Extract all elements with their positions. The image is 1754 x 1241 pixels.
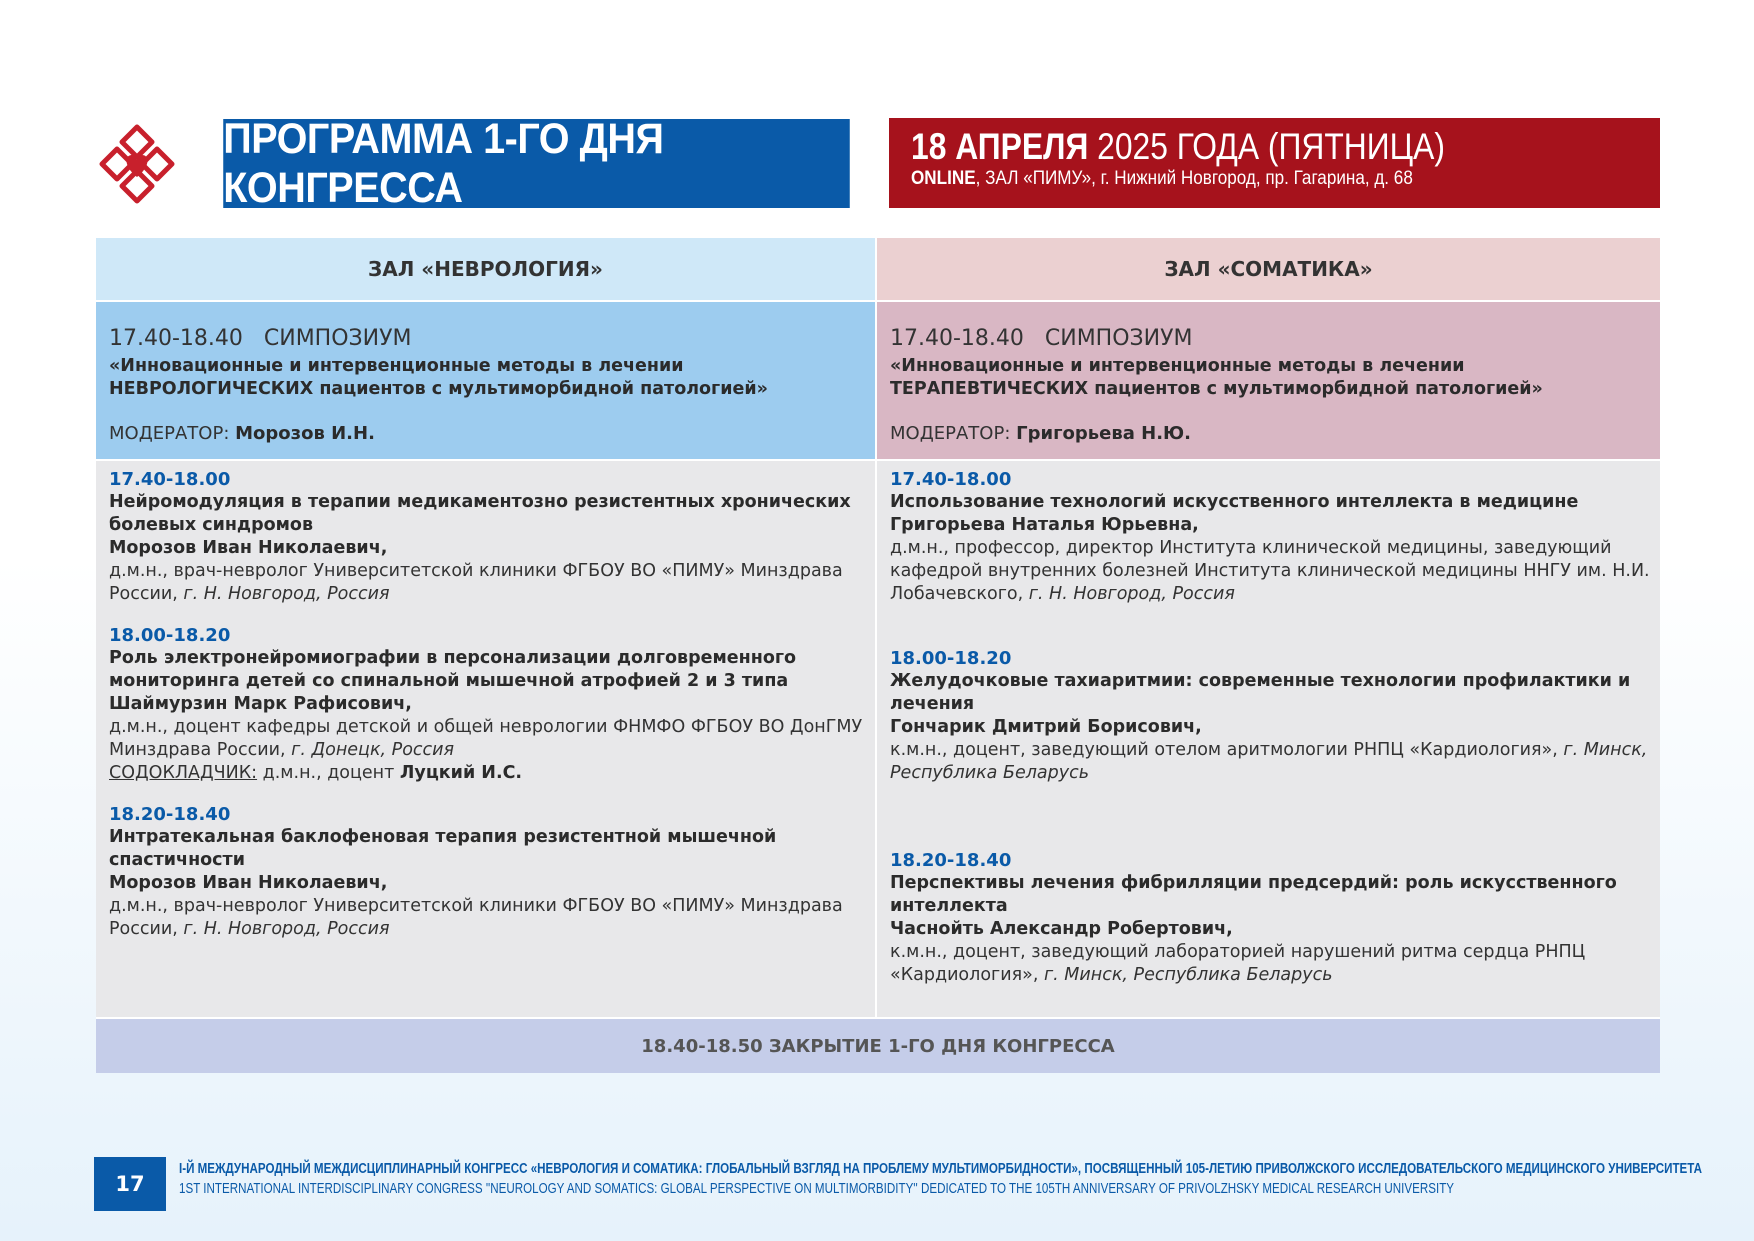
talk-description: к.м.н., доцент, заведующий отелом аритмологии РНПЦ «Кардиология», г. Минск, Республика Беларусь [890, 740, 1648, 783]
talks-neurology [96, 461, 877, 1019]
talk-time: 18.20-18.40 [109, 804, 231, 825]
hall-name-somatics: ЗАЛ «СОМАТИКА» [877, 238, 1660, 302]
hall-name-neurology: ЗАЛ «НЕВРОЛОГИЯ» [96, 238, 877, 302]
talk-item [890, 849, 1652, 987]
talk-time: 18.00-18.20 [890, 648, 1012, 669]
talk-title: Перспективы лечения фибрилляции предсердий: роль искусственного интеллекта [890, 873, 1617, 916]
event-date: 18 АПРЕЛЯ 2025 ГОДА (ПЯТНИЦА) [911, 126, 1445, 167]
symposium-neurology [96, 302, 877, 461]
talk-description: д.м.н., доцент кафедры детской и общей неврологии ФНМФО ФГБОУ ВО ДонГМУ Минздрава России, г. Донецк, Россия [109, 717, 863, 760]
talk-item [109, 468, 867, 606]
event-venue: ONLINE, ЗАЛ «ПИМУ», г. Нижний Новгород, пр. Гагарина, д. 68 [911, 168, 1413, 189]
talk-speaker: Гончарик Дмитрий Борисович, [890, 717, 1202, 737]
talk-description: к.м.н., доцент, заведующий лабораторией нарушений ритма сердца РНПЦ «Кардиология», г. Минск, Республика Беларусь [890, 942, 1586, 985]
talk-time: 18.20-18.40 [890, 850, 1012, 871]
page-number: 17 [94, 1157, 166, 1211]
date-banner [889, 118, 1660, 208]
talk-speaker: Морозов Иван Николаевич, [109, 873, 388, 893]
talks-somatics [877, 461, 1660, 1019]
talk-description: д.м.н., врач-невролог Университетской клиники ФГБОУ ВО «ПИМУ» Минздрава России, г. Н. Новгород, Россия [109, 561, 843, 604]
talk-item [890, 468, 1652, 606]
talk-item [890, 647, 1652, 785]
talk-speaker: Шаймурзин Марк Рафисович, [109, 694, 412, 714]
program-table [96, 238, 1660, 1073]
symposium-time: 17.40-18.40 СИМПОЗИУМ [890, 326, 1193, 351]
talk-title: Роль электронейромиографии в персонализации долговременного мониторинга детей со спинальной мышечной атрофией 2 и 3 типа [109, 648, 797, 691]
talk-title: Желудочковые тахиаритмии: современные технологии профилактики и лечения [890, 671, 1631, 714]
congress-logo [94, 119, 180, 209]
talk-title: Интратекальная баклофеновая терапия резистентной мышечной спастичности [109, 827, 777, 870]
footer-en: 1ST INTERNATIONAL INTERDISCIPLINARY CONGRESS ''NEUROLOGY AND SOMATICS: GLOBAL PERSPECTIVE ON MULTIMORBIDITY'' DEDICATED TO THE 105TH ANNIVERSARY OF PRIVOLZHSKY MEDICAL RESEARCH UNIVERSITY [179, 1181, 1455, 1197]
talk-description: д.м.н., профессор, директор Института клинической медицины, заведующий кафедрой внутренних болезней Института клинической медицины ННГУ им. Н.И. Лобачевского, г. Н. Новгород, Россия [890, 538, 1650, 604]
footer [179, 1159, 1702, 1199]
talk-speaker: Морозов Иван Николаевич, [109, 538, 388, 558]
talk-speaker: Часнойть Александр Робертович, [890, 919, 1233, 939]
talk-item [109, 803, 867, 941]
talk-time: 17.40-18.00 [890, 469, 1012, 490]
symposium-somatics [877, 302, 1660, 461]
symposium-title: «Инновационные и интервенционные методы в лечении ТЕРАПЕВТИЧЕСКИХ пациентов с мультиморбидной патологией» [890, 356, 1543, 399]
symposium-time: 17.40-18.40 СИМПОЗИУМ [109, 326, 412, 351]
talk-title: Нейромодуляция в терапии медикаментозно резистентных хронических болевых синдромов [109, 492, 851, 535]
talk-description: д.м.н., врач-невролог Университетской клиники ФГБОУ ВО «ПИМУ» Минздрава России, г. Н. Новгород, Россия [109, 896, 843, 939]
program-title: ПРОГРАММА 1-ГО ДНЯ КОНГРЕССА [223, 119, 850, 208]
talk-time: 17.40-18.00 [109, 469, 231, 490]
talk-title: Использование технологий искусственного интеллекта в медицине [890, 492, 1579, 512]
moderator: МОДЕРАТОР: Григорьева Н.Ю. [890, 423, 1191, 444]
talk-speaker: Григорьева Наталья Юрьевна, [890, 515, 1199, 535]
talk-time: 18.00-18.20 [109, 625, 231, 646]
symposium-title: «Инновационные и интервенционные методы в лечении НЕВРОЛОГИЧЕСКИХ пациентов с мультиморбидной патологией» [109, 356, 768, 399]
footer-ru: I-Й МЕЖДУНАРОДНЫЙ МЕЖДИСЦИПЛИНАРНЫЙ КОНГРЕСС «НЕВРОЛОГИЯ И СОМАТИКА: ГЛОБАЛЬНЫЙ ВЗГЛЯД НА ПРОБЛЕМУ МУЛЬТИМОРБИДНОСТИ», ПОСВЯЩЕННЫЙ 105-ЛЕТИЮ ПРИВОЛЖСКОГО ИССЛЕДОВАТЕЛЬСКОГО МЕДИЦИНСКОГО УНИВЕРСИТЕТА [179, 1161, 1702, 1177]
moderator: МОДЕРАТОР: Морозов И.Н. [109, 423, 375, 444]
co-speaker: СОДОКЛАДЧИК: д.м.н., доцент Луцкий И.С. [109, 763, 523, 783]
talk-item [109, 624, 867, 785]
closing-row: 18.40-18.50 ЗАКРЫТИЕ 1-ГО ДНЯ КОНГРЕССА [96, 1019, 1660, 1073]
